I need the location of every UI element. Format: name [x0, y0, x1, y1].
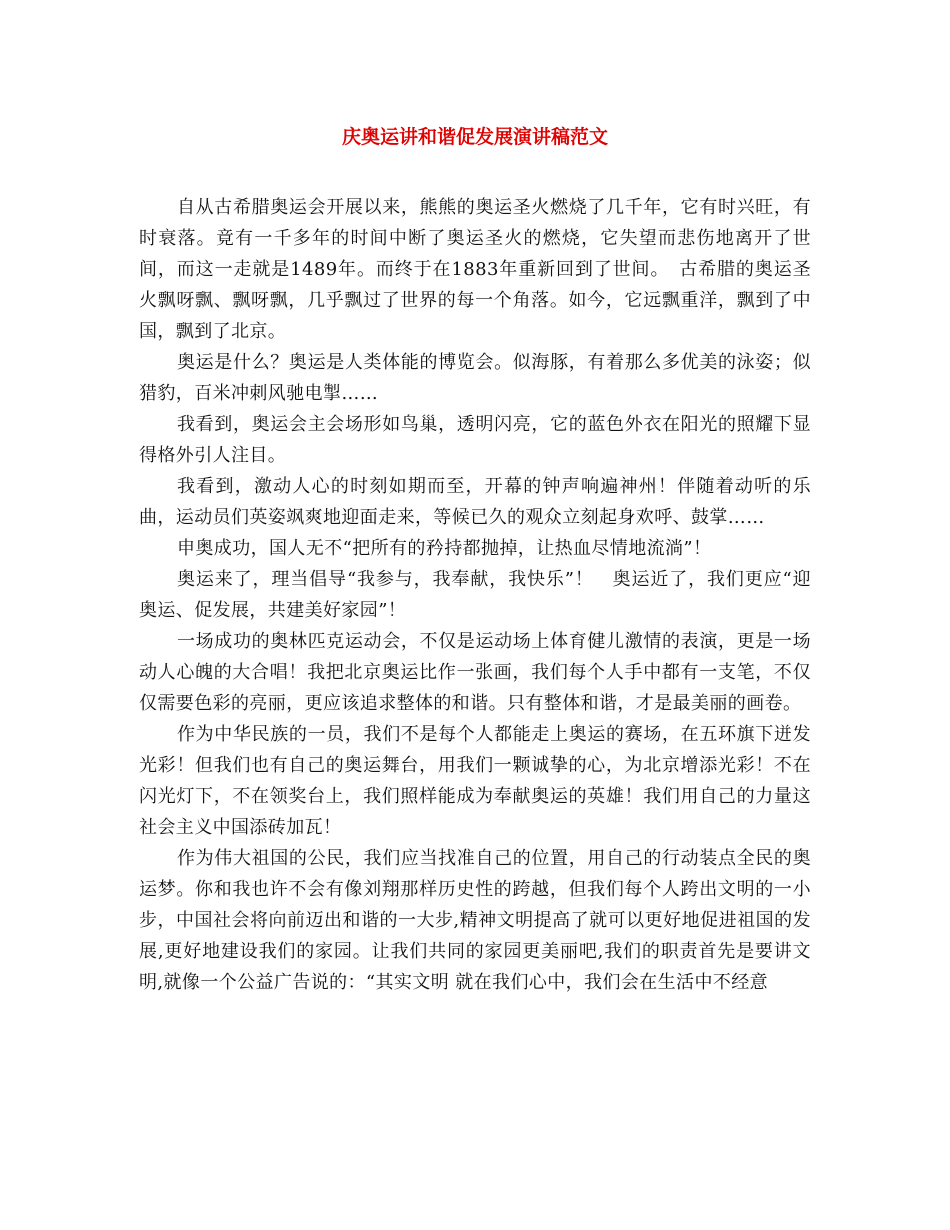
paragraph-9: 作为伟大祖国的公民，我们应当找准自己的位置，用自己的行动装点全民的奥运梦。你和我也许不会有像刘翔那样历史性的跨越，但我们每个人跨出文明的一小步，中国社会将向前迈出和谐的一大步,精神文明提高了就可以更好地促进祖国的发展,更好地建设我们的家园。让我们共同的家园更美丽吧,我们的职责首先是要讲文明,就像一个公益广告说的：“其实文明 就在我们心中，我们会在生活中不经意: [139, 848, 811, 993]
paragraph-1: 自从古希腊奥运会开展以来，熊熊的奥运圣火燃烧了几千年，它有时兴旺，有时衰落。竟有一千多年的时间中断了奥运圣火的燃烧，它失望而悲伤地离开了世间，而这一走就是1489年。而终于在1883年重新回到了世间。 古希腊的奥运圣火飘呀飘、飘呀飘，几乎飘过了世界的每一个角落。如今，它远飘重洋，飘到了中国，飘到了北京。: [139, 197, 811, 342]
document-body: [139, 192, 811, 998]
paragraph-6: 奥运来了，理当倡导“我参与，我奉献，我快乐”！ 奥运近了，我们更应“迎奥运、促发展，共建美好家园”！: [139, 569, 811, 621]
paragraph-3: 我看到，奥运会主会场形如鸟巢，透明闪亮，它的蓝色外衣在阳光的照耀下显得格外引人注目。: [139, 414, 811, 466]
paragraph-7: 一场成功的奥林匹克运动会，不仅是运动场上体育健儿激情的表演，更是一场动人心魄的大合唱！我把北京奥运比作一张画，我们每个人手中都有一支笔，不仅仅需要色彩的亮丽，更应该追求整体的和谐。只有整体和谐，才是最美丽的画卷。: [139, 631, 811, 714]
document-title: 庆奥运讲和谐促发展演讲稿范文: [341, 126, 608, 148]
paragraph-4: 我看到，激动人心的时刻如期而至，开幕的钟声响遍神州！伴随着动听的乐曲，运动员们英姿飒爽地迎面走来，等候已久的观众立刻起身欢呼、鼓掌……: [139, 476, 811, 528]
paragraph-5: 申奥成功，国人无不“把所有的矜持都抛掉，让热血尽情地流淌”！: [177, 538, 712, 559]
paragraph-2: 奥运是什么？奥运是人类体能的博览会。似海豚，有着那么多优美的泳姿；似猎豹，百米冲刺风驰电掣……: [139, 352, 811, 404]
paragraph-8: 作为中华民族的一员，我们不是每个人都能走上奥运的赛场，在五环旗下迸发光彩！但我们也有自己的奥运舞台，用我们一颗诚挚的心，为北京增添光彩！不在闪光灯下，不在领奖台上，我们照样能成为奉献奥运的英雄！我们用自己的力量这社会主义中国添砖加瓦！: [139, 724, 811, 838]
